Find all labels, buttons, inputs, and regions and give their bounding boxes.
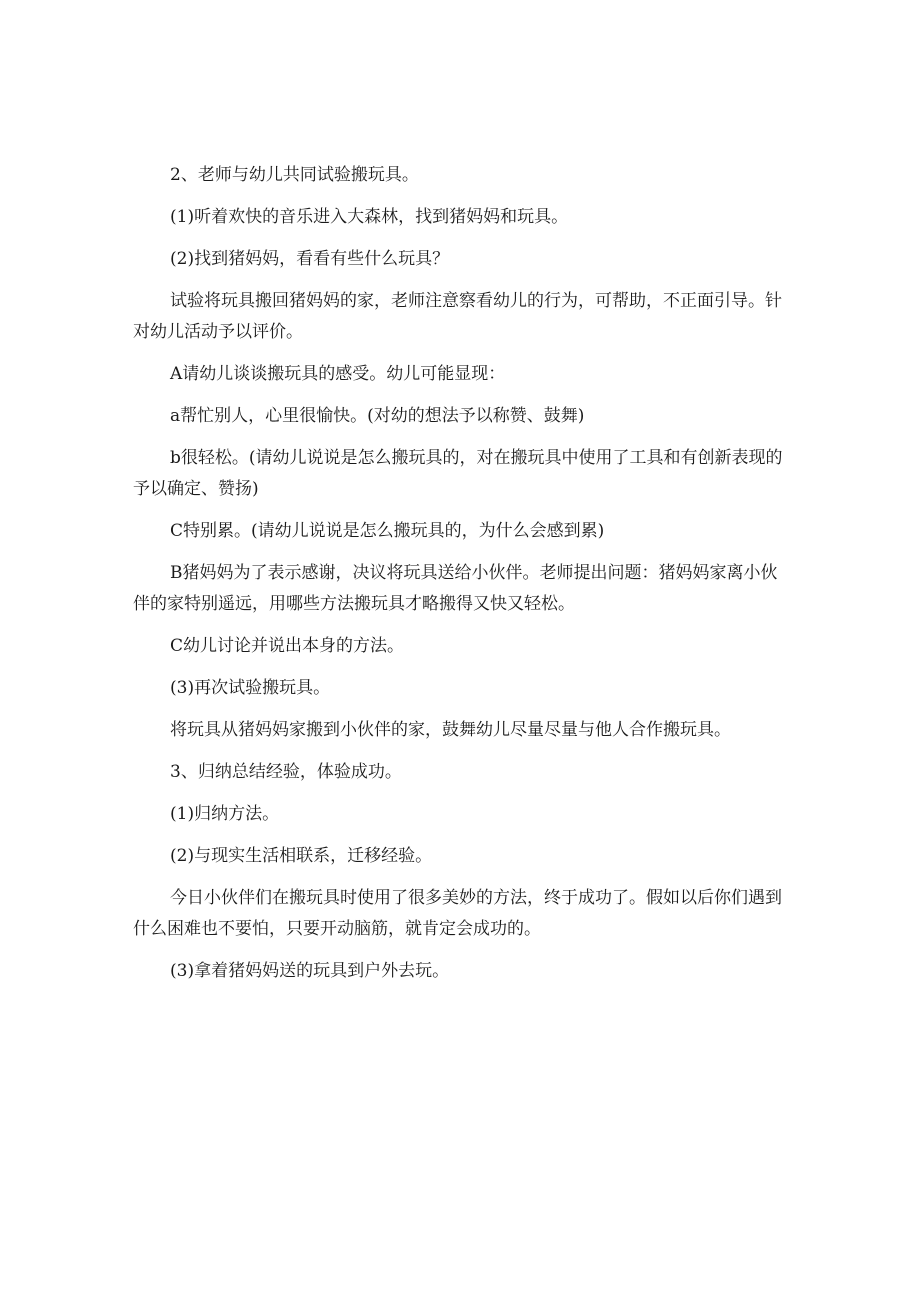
- paragraph-step-3-heading: 3、归纳总结经验，体验成功。: [170, 762, 402, 782]
- paragraph-a-feelings: A请幼儿谈谈搬玩具的感受。幼儿可能显现：: [170, 364, 506, 384]
- paragraph-b-thanks: B猪妈妈为了表示感谢，决议将玩具送给小伙伴。老师提出问题：猪妈妈家离小伙伴的家特别遥远，用哪些方法搬玩具才略搬得又快又轻松。: [133, 563, 778, 614]
- paragraph-substep-1: (1)听着欢快的音乐进入大森林，找到猪妈妈和玩具。: [170, 207, 569, 227]
- paragraph-summary-1: (1)归纳方法。: [170, 804, 280, 824]
- paragraph-summary-2: (2)与现实生活相联系，迁移经验。: [170, 846, 433, 866]
- paragraph-substep-3: (3)再次试验搬玩具。: [170, 678, 331, 698]
- paragraph-conclusion: 今日小伙伴们在搬玩具时使用了很多美妙的方法，终于成功了。假如以后你们遇到什么困难也不要怕，只要开动脑筋，就肯定会成功的。: [133, 888, 782, 939]
- paragraph-a-happy: a帮忙别人，心里很愉快。(对幼的想法予以称赞、鼓舞): [170, 406, 585, 426]
- paragraph-summary-3: (3)拿着猪妈妈送的玩具到户外去玩。: [170, 961, 450, 981]
- paragraph-cooperate: 将玩具从猪妈妈家搬到小伙伴的家，鼓舞幼儿尽量尽量与他人合作搬玩具。: [170, 720, 731, 740]
- paragraph-experiment: 试验将玩具搬回猪妈妈的家，老师注意察看幼儿的行为，可帮助，不正面引导。针对幼儿活动予以评价。: [133, 291, 782, 342]
- paragraph-c-tired: C特别累。(请幼儿说说是怎么搬玩具的，为什么会感到累): [170, 521, 605, 541]
- paragraph-c-discuss: C幼儿讨论并说出本身的方法。: [170, 636, 405, 656]
- document-body: [133, 160, 790, 998]
- paragraph-b-easy: b很轻松。(请幼儿说说是怎么搬玩具的，对在搬玩具中使用了工具和有创新表现的予以确定、赞扬): [133, 448, 783, 499]
- paragraph-substep-2: (2)找到猪妈妈，看看有些什么玩具？: [170, 249, 450, 269]
- paragraph-step-2-heading: 2、老师与幼儿共同试验搬玩具。: [170, 165, 419, 185]
